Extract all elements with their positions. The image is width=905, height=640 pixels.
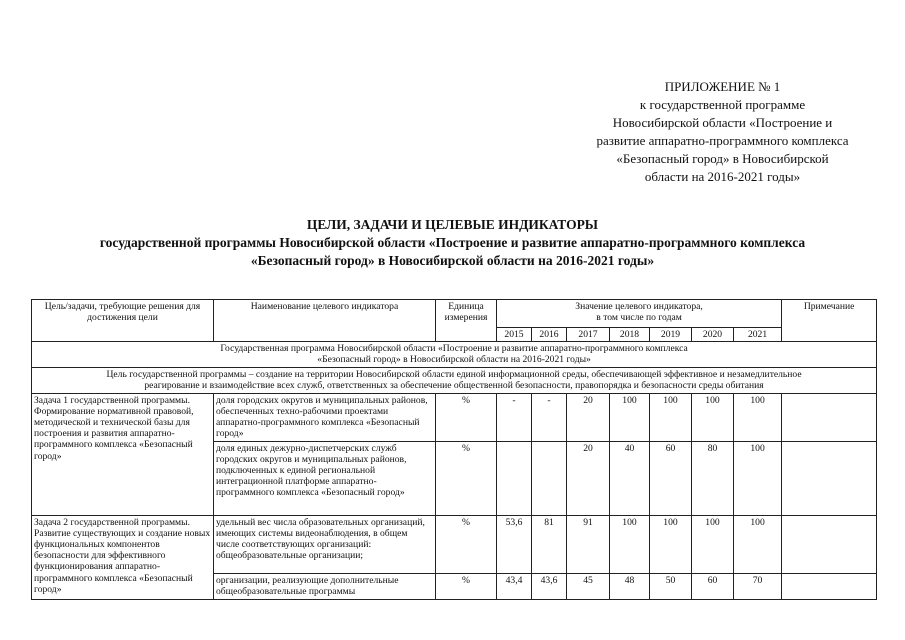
value-cell: 60 — [650, 441, 692, 515]
value-cell: 20 — [567, 393, 610, 441]
note-cell — [782, 393, 877, 441]
program-row-line-1: Государственная программа Новосибирской области «Построение и развитие аппаратно-программного комплекса — [220, 343, 688, 355]
value-cell: 20 — [567, 441, 610, 515]
value-cell: 100 — [650, 515, 692, 573]
appendix-heading — [560, 78, 885, 186]
title-line-3: «Безопасный город» в Новосибирской области на 2016-2021 годы» — [250, 253, 655, 268]
year-header: 2017 — [567, 328, 610, 342]
value-cell — [497, 441, 532, 515]
appendix-line: «Безопасный город» в Новосибирской — [616, 151, 829, 166]
appendix-line: к государственной программе — [639, 97, 806, 112]
value-cell: 100 — [692, 393, 734, 441]
program-row-line-2: «Безопасный город» в Новосибирской области на 2016-2021 годы» — [317, 354, 591, 366]
header-goal: Цель/задачи, требующие решения для достижения цели — [32, 300, 214, 342]
value-cell — [532, 441, 567, 515]
header-indicator: Наименование целевого индикатора — [214, 300, 436, 342]
header-values — [497, 300, 782, 328]
value-cell: 81 — [532, 515, 567, 573]
value-cell: 40 — [610, 441, 650, 515]
note-cell — [782, 441, 877, 515]
goal-row-line-1: Цель государственной программы – создание на территории Новосибирской области единой информационной среды, обеспечивающей эффективное и незамедлительное — [106, 368, 802, 380]
appendix-line: развитие аппаратно-программного комплекса — [596, 133, 849, 148]
task-2-cell: Задача 2 государственной программы. Развитие существующих и создание новых функциональных компонентов безопасности для эффективного функционирования аппаратно-программного комплекса «Безопасный город» — [32, 515, 214, 599]
value-cell: 45 — [567, 573, 610, 599]
value-cell: 53,6 — [497, 515, 532, 573]
year-header: 2015 — [497, 328, 532, 342]
program-row — [32, 342, 877, 367]
value-cell: 70 — [734, 573, 782, 599]
header-values-line-2: в том числе по годам — [596, 312, 682, 324]
task-1-cell: Задача 1 государственной программы. Формирование нормативной правовой, методической и технической базы для построения и развития аппаратно-программного комплекса «Безопасный город» — [32, 393, 214, 515]
note-cell — [782, 515, 877, 573]
value-cell: 43,6 — [532, 573, 567, 599]
value-cell: 100 — [734, 515, 782, 573]
goal-row-line-2: реагирование и взаимодействие всех служб, ответственных за обеспечение общественной безопасности, правопорядка и безопасности среды обитания — [144, 379, 764, 391]
appendix-line: Новосибирской области «Построение и — [612, 115, 833, 130]
unit-cell: % — [436, 393, 497, 441]
indicator-cell: доля единых дежурно-диспетчерских служб городских округов и муниципальных районов, подключенных к единой региональной интеграционной платформе аппаратно-программного комплекса «Безопасный город» — [214, 441, 436, 515]
unit-cell: % — [436, 441, 497, 515]
unit-cell: % — [436, 573, 497, 599]
document-title — [0, 216, 905, 270]
appendix-line: ПРИЛОЖЕНИЕ № 1 — [664, 79, 781, 94]
value-cell: 100 — [610, 515, 650, 573]
indicator-cell: удельный вес числа образовательных организаций, имеющих системы видеонаблюдения, в общем числе соответствующих организаций: общеобразовательные организации; — [214, 515, 436, 573]
note-cell — [782, 573, 877, 599]
indicator-cell: организации, реализующие дополнительные общеобразовательные программы — [214, 573, 436, 599]
year-header: 2020 — [692, 328, 734, 342]
header-note: Примечание — [782, 300, 877, 342]
value-cell: 60 — [692, 573, 734, 599]
title-line-2: государственной программы Новосибирской области «Построение и развитие аппаратно-программного комплекса — [99, 235, 806, 250]
unit-cell: % — [436, 515, 497, 573]
year-header: 2018 — [610, 328, 650, 342]
goal-row — [32, 367, 877, 393]
year-header: 2016 — [532, 328, 567, 342]
year-header: 2021 — [734, 328, 782, 342]
appendix-line: области на 2016-2021 годы» — [644, 169, 801, 184]
value-cell: - — [497, 393, 532, 441]
value-cell: 100 — [650, 393, 692, 441]
indicators-table — [31, 299, 877, 600]
value-cell: 100 — [734, 393, 782, 441]
header-values-line-1: Значение целевого индикатора, — [575, 301, 703, 312]
value-cell: 100 — [692, 515, 734, 573]
value-cell: 100 — [734, 441, 782, 515]
value-cell: 43,4 — [497, 573, 532, 599]
value-cell: 91 — [567, 515, 610, 573]
title-line-1: ЦЕЛИ, ЗАДАЧИ И ЦЕЛЕВЫЕ ИНДИКАТОРЫ — [306, 217, 599, 232]
value-cell: 48 — [610, 573, 650, 599]
value-cell: - — [532, 393, 567, 441]
header-unit: Единица измерения — [436, 300, 497, 342]
year-header: 2019 — [650, 328, 692, 342]
value-cell: 100 — [610, 393, 650, 441]
value-cell: 80 — [692, 441, 734, 515]
value-cell: 50 — [650, 573, 692, 599]
indicator-cell: доля городских округов и муниципальных районов, обеспеченных техно-рабочими проектами аппаратно-программного комплекса «Безопасный город» — [214, 393, 436, 441]
